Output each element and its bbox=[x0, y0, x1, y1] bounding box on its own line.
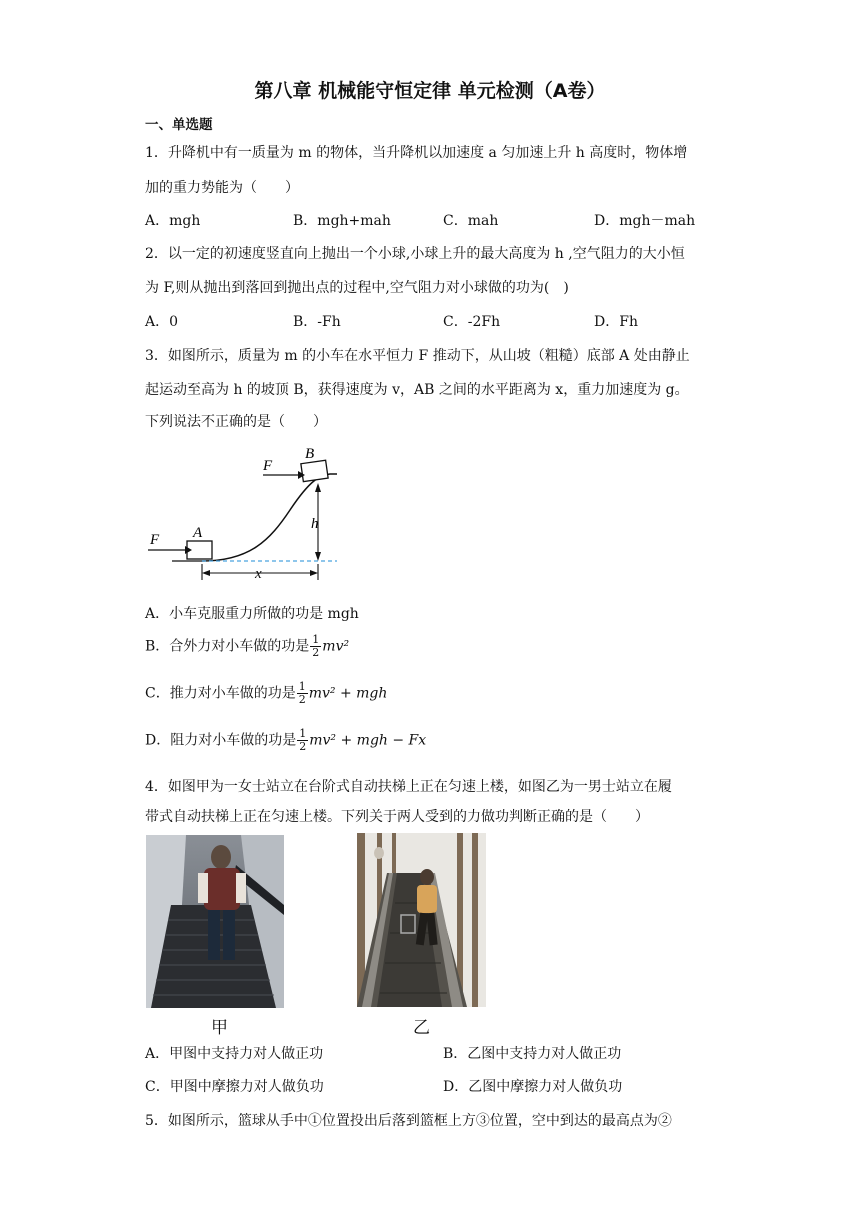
q5-stem-line1: 5．如图所示，篮球从手中①位置投出后落到篮框上方③位置，空中到达的最高点为② bbox=[145, 1113, 672, 1129]
label-a: A bbox=[193, 525, 203, 541]
q3-option-d-expr: mv² + mgh − Fx bbox=[309, 732, 427, 749]
label-h: h bbox=[311, 516, 319, 532]
fraction-half: $\frac{1}{2}$ bbox=[299, 727, 307, 753]
q4-stem-line1: 4．如图甲为一女士站立在台阶式自动扶梯上正在匀速上楼，如图乙为一男士站立在履 bbox=[145, 779, 672, 795]
q3-option-c-text: C．推力对小车做的功是 bbox=[145, 685, 296, 702]
q3-stem-line1: 3．如图所示，质量为 m 的小车在水平恒力 F 推动下，从山坡（粗糙）底部 A 处由静止 bbox=[145, 348, 690, 364]
block-b bbox=[301, 460, 328, 481]
q1-option-c: C．mah bbox=[443, 213, 499, 229]
slope-diagram bbox=[140, 440, 360, 590]
q2-option-d: D．Fh bbox=[594, 314, 638, 330]
q4-stem-line2: 带式自动扶梯上正在匀速上楼。下列关于两人受到的力做功判断正确的是（ ） bbox=[145, 809, 649, 825]
caption-yi: 乙 bbox=[413, 1018, 430, 1038]
q2-option-a: A．0 bbox=[145, 314, 179, 330]
q3-option-b bbox=[145, 634, 349, 659]
q2-option-b: B．-Fh bbox=[293, 314, 341, 330]
q1-stem-line2: 加的重力势能为（ ） bbox=[145, 180, 299, 196]
q4-option-d: D．乙图中摩擦力对人做负功 bbox=[443, 1079, 623, 1095]
q2-stem-line2: 为 F,则从抛出到落回到抛出点的过程中,空气阻力对小球做的功为( ) bbox=[145, 280, 569, 296]
q3-stem-line3: 下列说法不正确的是（ ） bbox=[145, 414, 327, 430]
q3-option-b-expr: mv² bbox=[322, 638, 350, 655]
q3-option-a: A．小车克服重力所做的功是 mgh bbox=[145, 606, 359, 622]
page-title: 第八章 机械能守恒定律 单元检测（A卷） bbox=[254, 80, 606, 102]
q1-option-b: B．mgh+mah bbox=[293, 213, 391, 229]
q3-stem-line2: 起运动至高为 h 的坡顶 B，获得速度为 v，AB 之间的水平距离为 x，重力加速度为 g。 bbox=[145, 382, 689, 398]
q3-option-c-expr: mv² + mgh bbox=[308, 685, 388, 702]
label-x: x bbox=[255, 566, 262, 582]
fraction-half: $\frac{1}{2}$ bbox=[312, 633, 320, 659]
escalator-photo-jia bbox=[146, 835, 284, 1008]
q4-option-c: C．甲图中摩擦力对人做负功 bbox=[145, 1079, 324, 1095]
q2-stem-line1: 2．以一定的初速度竖直向上抛出一个小球,小球上升的最大高度为 h ,空气阻力的大小恒 bbox=[145, 246, 685, 262]
label-f-bottom: F bbox=[150, 532, 160, 548]
fraction-half: $\frac{1}{2}$ bbox=[298, 680, 306, 706]
q3-option-c bbox=[145, 681, 387, 706]
label-f-top: F bbox=[263, 458, 273, 474]
q1-option-a: A．mgh bbox=[145, 213, 201, 229]
q2-option-c: C．-2Fh bbox=[443, 314, 501, 330]
q1-stem-line1: 1．升降机中有一质量为 m 的物体，当升降机以加速度 a 匀加速上升 h 高度时，物体增 bbox=[145, 145, 688, 161]
label-b: B bbox=[305, 446, 315, 462]
q4-option-b: B．乙图中支持力对人做正功 bbox=[443, 1046, 622, 1062]
walkway-photo-yi bbox=[357, 833, 486, 1007]
q1-option-d: D．mgh－mah bbox=[594, 213, 696, 229]
q4-option-a: A．甲图中支持力对人做正功 bbox=[145, 1046, 324, 1062]
q3-option-d-text: D．阻力对小车做的功是 bbox=[145, 732, 297, 749]
section-heading: 一、单选题 bbox=[145, 117, 213, 133]
q3-option-d bbox=[145, 728, 426, 753]
caption-jia: 甲 bbox=[211, 1018, 228, 1038]
q3-option-b-text: B．合外力对小车做的功是 bbox=[145, 638, 310, 655]
